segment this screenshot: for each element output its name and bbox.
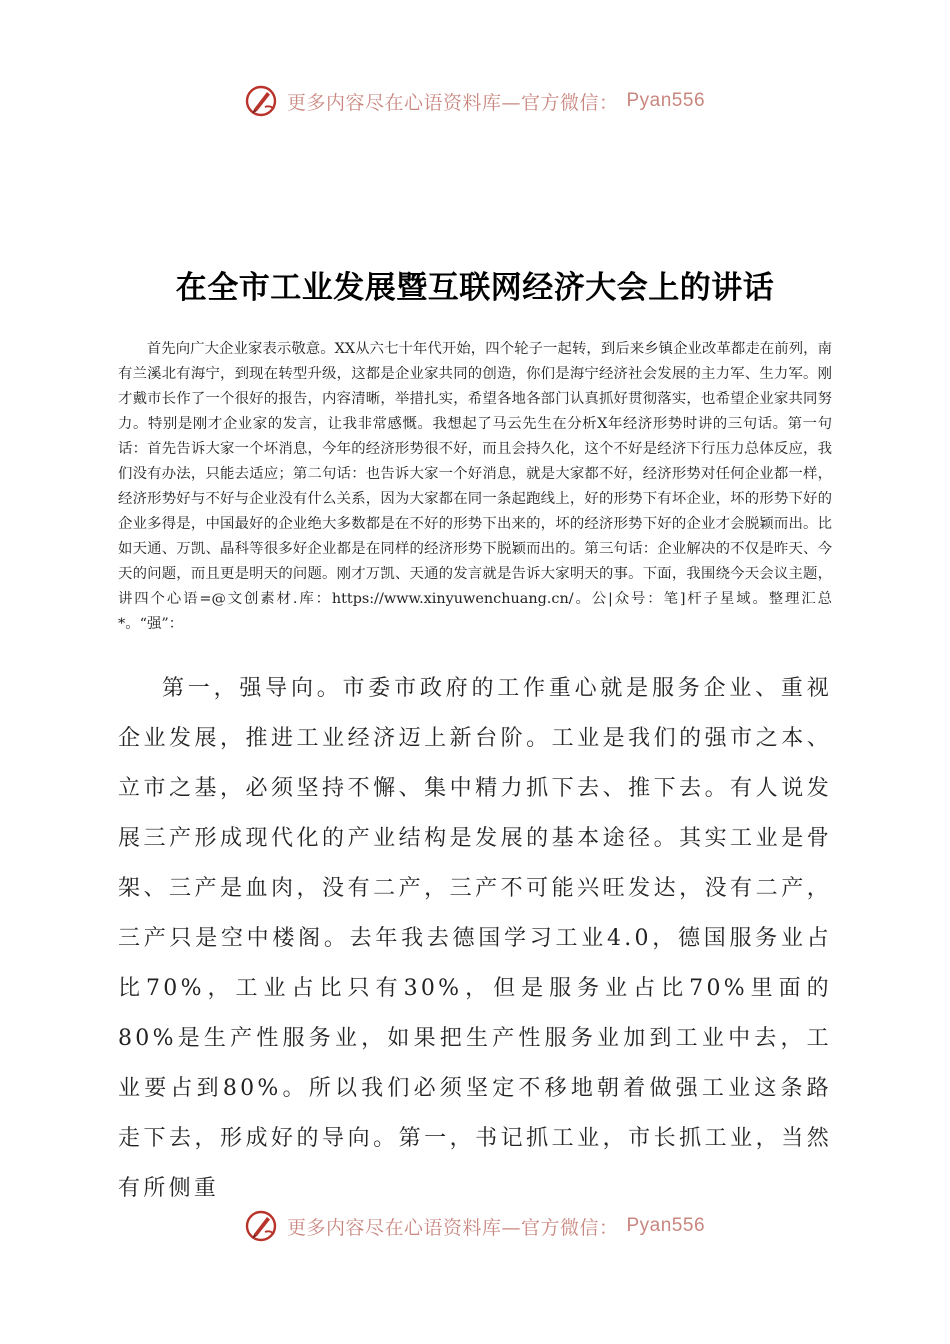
pen-circle-logo-icon bbox=[245, 1209, 279, 1243]
footer-watermark bbox=[0, 1209, 950, 1243]
document-title: 在全市工业发展暨互联网经济大会上的讲话 bbox=[175, 270, 775, 306]
watermark-contact: Pyan556 bbox=[626, 1215, 706, 1236]
intro-paragraph: 首先向广大企业家表示敬意。XX从六七十年代开始，四个轮子一起转，到后来乡镇企业改革都走在前列，南有兰溪北有海宁，到现在转型升级，这都是企业家共同的创造，你们是海宁经济社会发展的主力军、生力军。刚才戴市长作了一个很好的报告，内容清晰，举措扎实，希望各地各部门认真抓好贯彻落实，也希望企业家共同努力。特别是刚才企业家的发言，让我非常感慨。我想起了马云先生在分析X年经济形势时讲的三句话。第一句话：首先告诉大家一个坏消息，今年的经济形势很不好，而且会持久化，这个不好是经济下行压力总体反应，我们没有办法，只能去适应；第二句话：也告诉大家一个好消息，就是大家都不好，经济形势对任何企业都一样，经济形势好与不好与企业没有什么关系，因为大家都在同一条起跑线上，好的形势下有坏企业，坏的形势下好的企业多得是，中国最好的企业绝大多数都是在不好的形势下出来的，坏的经济形势下好的企业才会脱颖而出。比如天通、万凯、晶科等很多好企业都是在同样的经济形势下脱颖而出的。第三句话：企业解决的不仅是昨天、今天的问题，而且更是明天的问题。刚才万凯、天通的发言就是告诉大家明天的事。下面，我围绕今天会议主题，讲四个心语=@文创素材.库：https://www.xinyuwenchuang.cn/。公|众号：笔]杆子星域。整理汇总*。“强”： bbox=[118, 341, 832, 632]
watermark-contact: Pyan556 bbox=[626, 90, 706, 111]
body-paragraph: 第一，强导向。市委市政府的工作重心就是服务企业、重视企业发展，推进工业经济迈上新台阶。工业是我们的强市之本、立市之基，必须坚持不懈、集中精力抓下去、推下去。有人说发展三产形成现代化的产业结构是发展的基本途径。其实工业是骨架、三产是血肉，没有二产，三产不可能兴旺发达，没有二产，三产只是空中楼阁。去年我去德国学习工业4.0，德国服务业占比70%，工业占比只有30%，但是服务业占比70%里面的80%是生产性服务业，如果把生产性服务业加到工业中去，工业要占到80%。所以我们必须坚定不移地朝着做强工业这条路走下去，形成好的导向。第一，书记抓工业，市长抓工业，当然有所侧重 bbox=[118, 676, 832, 1201]
watermark-text: 更多内容尽在心语资料库—官方微信： bbox=[286, 1216, 619, 1239]
pen-circle-logo-icon bbox=[245, 84, 279, 118]
header-watermark bbox=[0, 84, 950, 118]
watermark-text: 更多内容尽在心语资料库—官方微信： bbox=[286, 91, 619, 114]
